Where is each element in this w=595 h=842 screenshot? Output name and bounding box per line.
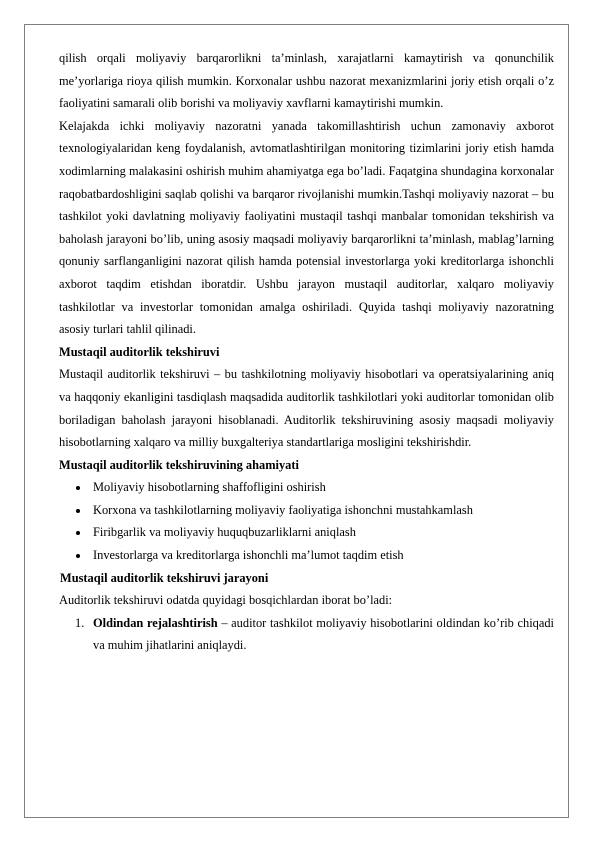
step-number: 1.	[75, 615, 85, 630]
list-item	[59, 499, 554, 522]
list-item	[59, 521, 554, 544]
importance-list	[59, 476, 554, 566]
bullet-icon	[76, 531, 80, 535]
paragraph-audit-stages: Auditorlik tekshiruvi odatda quyidagi bosqichlardan iborat bo’ladi:	[59, 593, 393, 608]
paragraph-future-control: Kelajakda ichki moliyaviy nazoratni yanada takomillashtirish uchun zamonaviy axborot texnologiyalaridan keng foydalanish, avtomatlashtirilgan monitoring tizimlarini joriy etish hamda xodimlarning malakasini oshirish muhim ahamiyatga ega bo’ladi. Faqatgina shundagina korxonalar raqobatbardoshligini saqlab qolishi va barqaror rivojlanishi mumkin.Tashqi moliyaviy nazorat – bu tashkilot yoki davlatning moliyaviy faoliyatini mustaqil tashqi manbalar tomonidan tekshirish va baholash jarayoni bo’lib, uning asosiy maqsadi moliyaviy barqarorlikni ta’minlash, mablag’larning qonuniy sarflanganligini nazorat qilish hamda potensial investorlarga yoki kreditorlarga ishonchli axborot taqdim etishdan iboratdir. Ushbu jarayon mustaqil auditorlar, xalqaro moliyaviy tashkilotlar va investorlar tomonidan amalga oshiriladi. Quyida tashqi moliyaviy nazoratning asosiy turlari tahlil qilinadi.	[59, 118, 554, 337]
list-item-text: Korxona va tashkilotlarning moliyaviy faoliyatiga ishonchni mustahkamlash	[93, 502, 473, 517]
step-title: Oldindan rejalashtirish	[93, 615, 218, 630]
paragraph-intro: qilish orqali moliyaviy barqarorlikni ta’minlash, xarajatlarni kamaytirish va qonunchilik me’yorlariga rioya qilish mumkin. Korxonalar ushbu nazorat mexanizmlarini joriy etish orqali o’z faoliyatini samarali olib borishi va moliyaviy xavflarni kamaytirishi mumkin.	[59, 51, 554, 111]
list-item	[59, 544, 554, 567]
document-body	[59, 47, 554, 657]
step-text: – auditor tashkilot moliyaviy hisobotlarini oldindan ko’rib chiqadi va muhim jihatlarini aniqlaydi.	[93, 615, 554, 653]
heading-audit-importance: Mustaqil auditorlik tekshiruvining ahamiyati	[59, 457, 299, 472]
list-item-text: Investorlarga va kreditorlarga ishonchli ma’lumot taqdim etish	[93, 548, 404, 563]
heading-audit-process: Mustaqil auditorlik tekshiruvi jarayoni	[60, 570, 269, 585]
paragraph-audit-definition: Mustaqil auditorlik tekshiruvi – bu tashkilotning moliyaviy hisobotlari va operatsiyalarining aniq va haqqoniy ekanligini tasdiqlash maqsadida auditorlik tashkilotlari yoki auditorlar tomonidan olib boriladigan baholash jarayoni hisoblanadi. Auditorlik tekshiruvining asosiy maqsadi moliyaviy hisobotlarning xalqaro va milliy buxgalteriya standartlariga mosligini tekshirishdir.	[59, 367, 554, 450]
stages-list	[59, 612, 554, 657]
list-item-text: Firibgarlik va moliyaviy huquqbuzarliklarni aniqlash	[93, 525, 356, 540]
bullet-icon	[76, 509, 80, 513]
list-item	[59, 612, 554, 657]
list-item-text: Moliyaviy hisobotlarning shaffofligini oshirish	[93, 480, 326, 495]
bullet-icon	[76, 486, 80, 490]
bullet-icon	[76, 554, 80, 558]
heading-independent-audit: Mustaqil auditorlik tekshiruvi	[59, 344, 220, 359]
list-item	[59, 476, 554, 499]
